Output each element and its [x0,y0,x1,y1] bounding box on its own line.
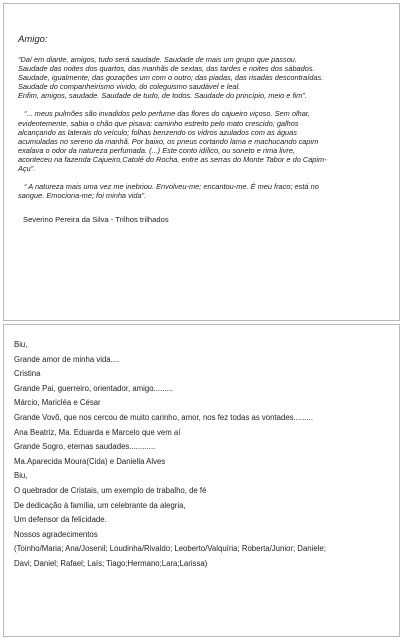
dedication-line: Biu, [14,471,28,481]
dedication-line: Ana Beatriz, Ma. Eduarda e Marcelo que vem aí [14,427,181,437]
quote-line: “... meus pulmões são invadidos pelo perfume das flores do cajueiro viçoso. Sem olhar, [24,109,310,119]
quote-paragraph-2 [18,109,385,173]
greeting: Amigo: [18,34,48,45]
dedication-line: O quebrador de Cristais, um exemplo de trabalho, de fé [14,485,207,495]
dedication-panel [3,324,400,637]
quote-line: Saudade das noites dos quartos, das manhãs de sextas, das tardes e noites dos sábados. [18,64,315,74]
quote-paragraph-1 [18,55,385,100]
dedication-line: Cristina [14,369,41,379]
dedication-line: Biu, [14,340,28,349]
dedication-line: Ma.Aparecida Moura(Cida) e Daniella Alves [14,456,166,466]
quote-line: Saudade, igualmente, das gozações um com o outro; das piadas, das risadas descontraídas. [18,73,324,83]
quote-line: alcançando as laterais do veículo; folhas benzendo os vidros azulados com as águas [18,127,297,137]
quote-line: Enfim, amigos, saudade. Saudade de tudo, de todos. Saudade do princípio, meio e fim”. [18,91,307,101]
dedication-line: Grande Sogro, eternas saudades............ [14,442,156,452]
quote-line: “ A natureza mais uma vez me inebriou. Envolveu-me; encantou-me. É meu fraco; está no [24,182,319,192]
quote-line: “Daí em diante, amigos, tudo será saudade. Saudade de mais um grupo que passou. [18,55,297,64]
quote-paragraph-3 [18,182,385,200]
quote-line: evidentemente, sabia o chão que pisava: caminho estreito pelo mato crescido; galhos [18,118,299,128]
dedication-line: De dedicação à família, um celebrante da alegria, [14,500,186,510]
quote-line: acumuladas no sereno da manhã. Por baixo, os pneus cortando lama e machucando capim [18,136,319,146]
dedication-line: Grande amor de minha vida.... [14,354,120,364]
dedication-line: Grande Pai, guerreiro, orientador, amigo......... [14,383,174,393]
quote-line: exalava o odor da natureza perfumada. (...) Este conto idílico, ou soneto e rima livre, [18,145,295,155]
dedication-line: Davi; Daniel; Rafael; Laís; Tiago;Hermano;Lara;Larissa) [14,558,208,568]
dedication-line: (Toinho/Maria; Ana/Josenil; Loudinha/Rivaldo; Leoberto/Valquíria; Roberta/Junior; Daniele; [14,544,326,554]
quote-line: sangue. Emociona-me; foi minha vida”. [18,191,147,201]
dedication-line: Grande Vovô, que nos cercou de muito carinho, amor, nos fez todas as vontades......... [14,412,314,422]
dedication-line: Um defensor da felicidade. [14,515,107,525]
quote-signature: Severino Pereira da Silva - Trilhos trilhados [23,215,169,225]
quote-line: aconteceu na fazenda Cajueiro,Catolé do Rocha, entre as serras do Monte Tabor e do Capim- [18,154,327,164]
quote-panel [3,3,400,321]
dedication-line: Nossos agradecimentos [14,529,98,539]
dedication-line: Márcio, Maricléa e César [14,398,101,408]
quote-line: Saudade do companheirismo vivido, do coleguismo saudável e leal. [18,82,241,92]
quote-line: Açu”. [18,164,36,174]
